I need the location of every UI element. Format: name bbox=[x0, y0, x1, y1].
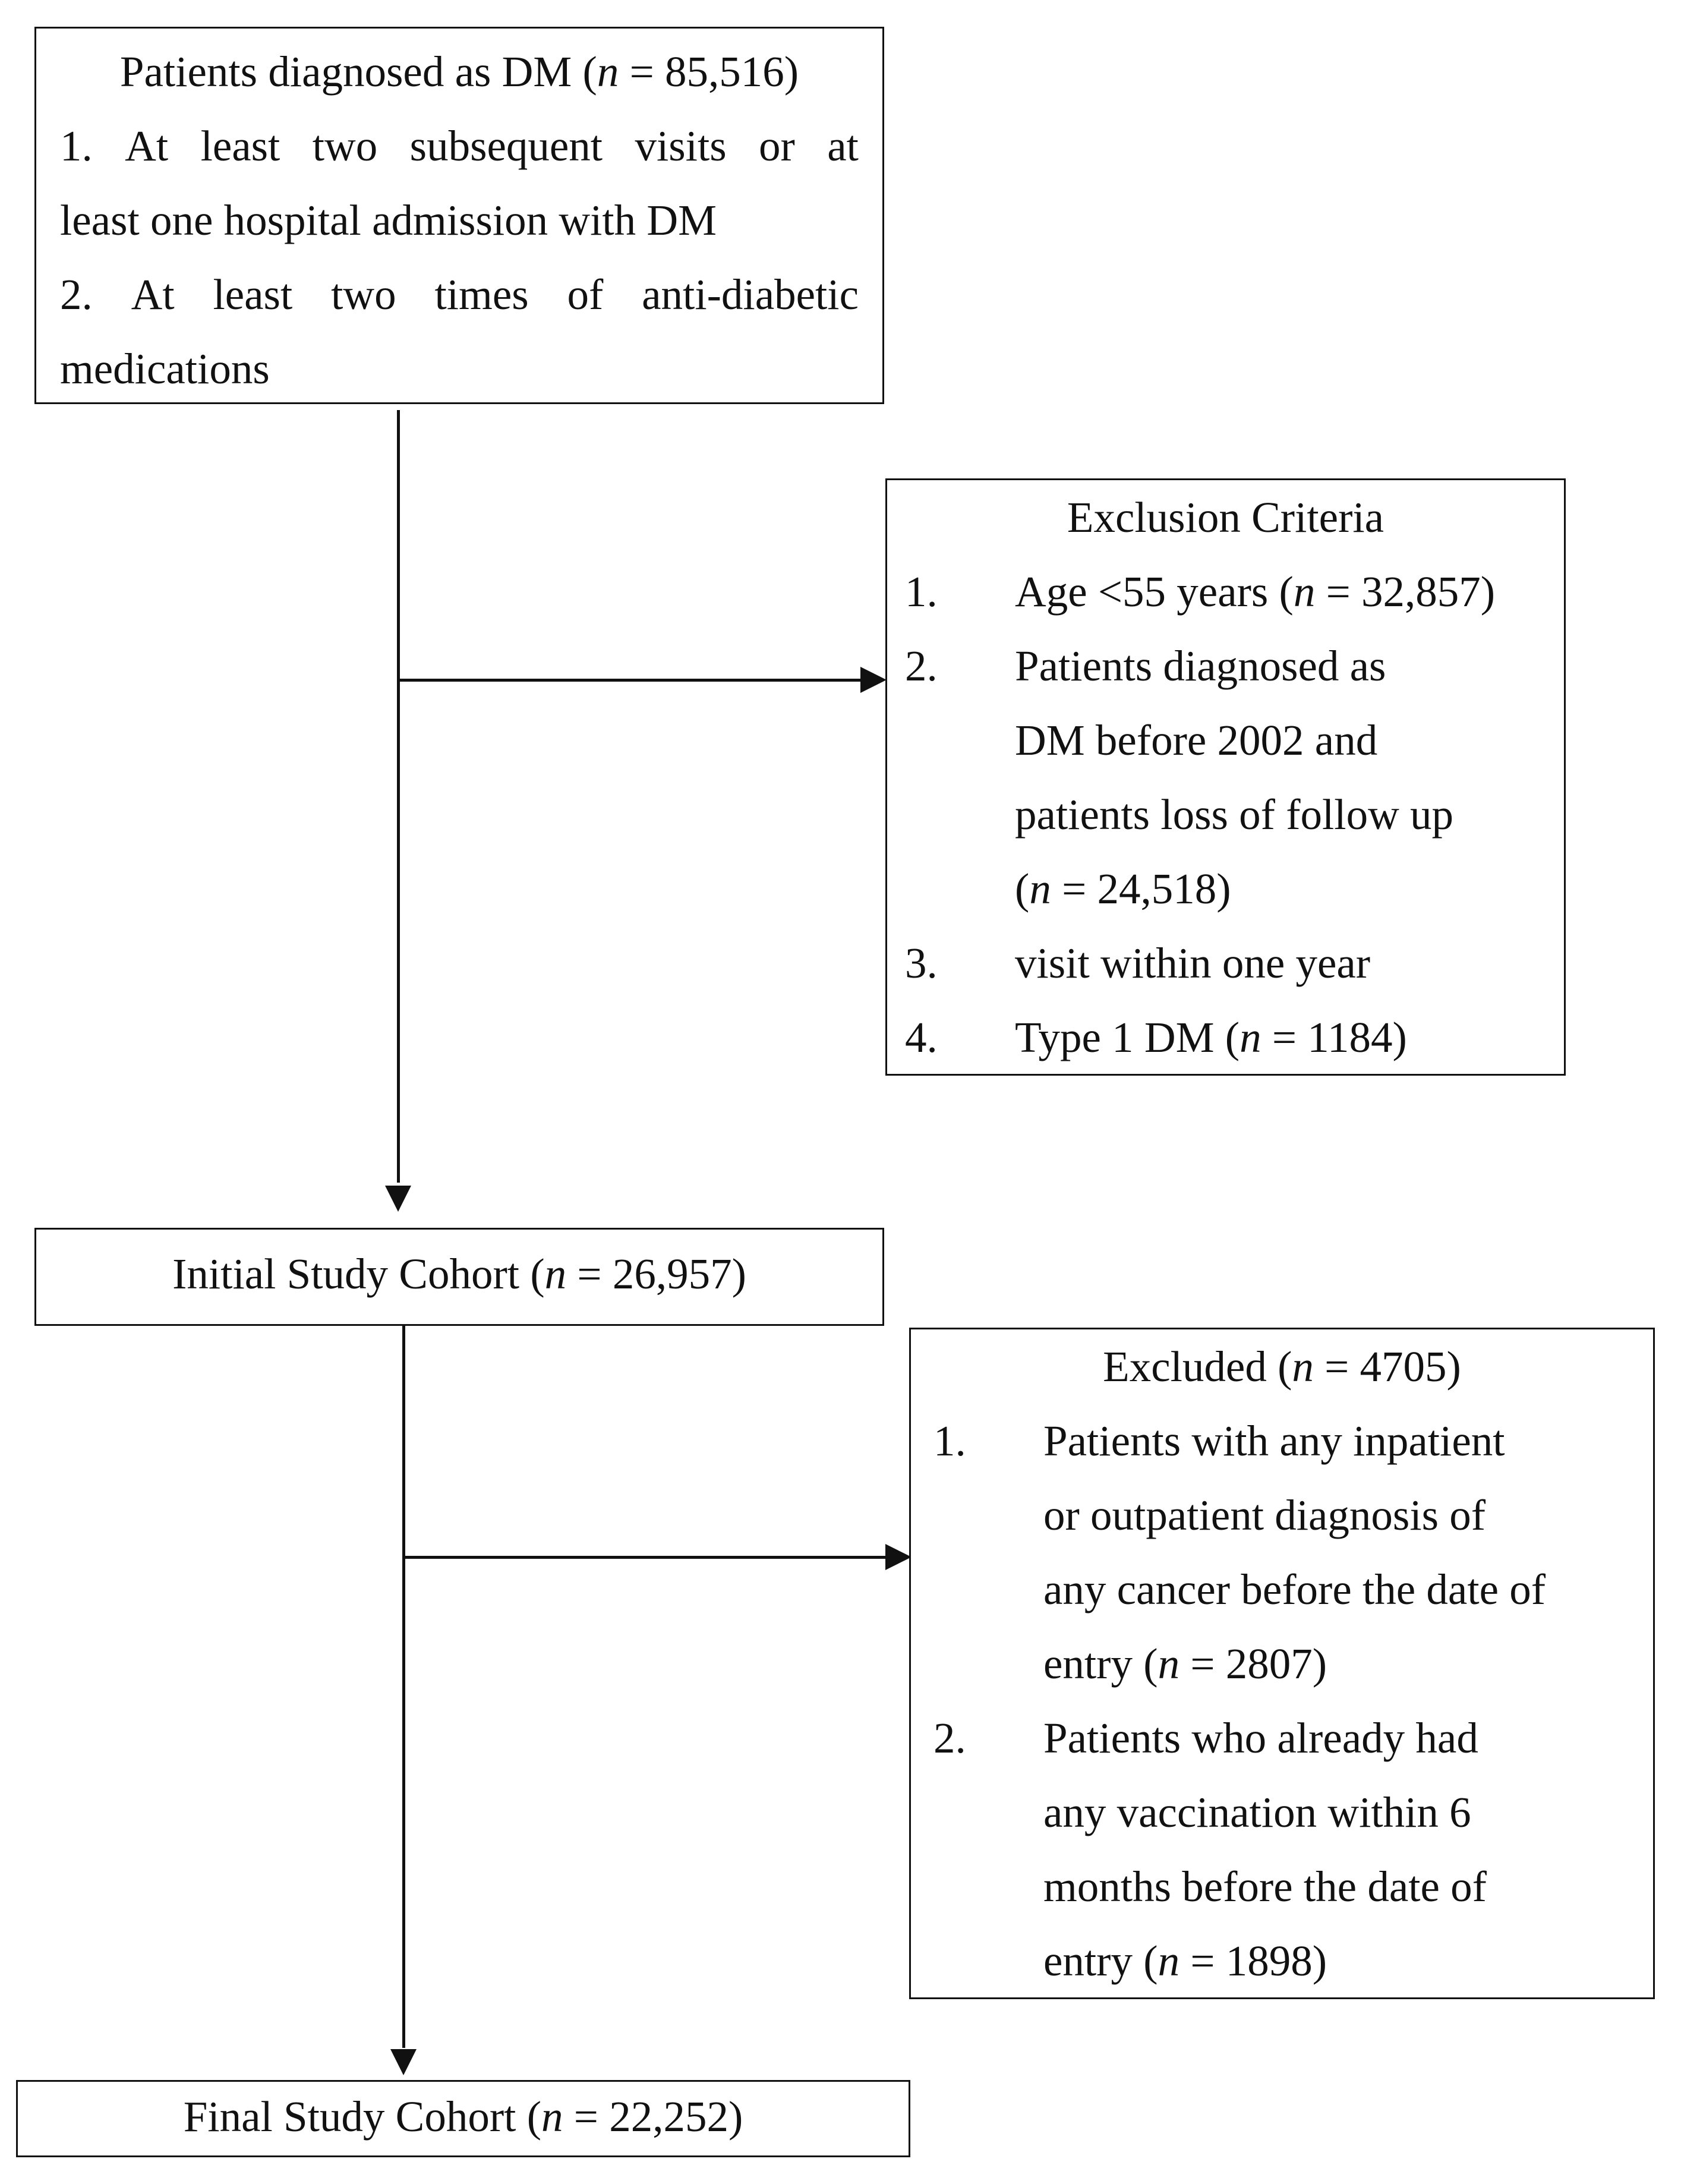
exclusion-criteria-item-number: 4. bbox=[905, 1013, 938, 1061]
title-n: n bbox=[597, 48, 619, 96]
criterion-2-word: times bbox=[434, 270, 529, 319]
initial-study-cohort-label: Initial Study Cohort (n = 26,957) bbox=[172, 1250, 746, 1298]
excluded-item-text: any vaccination within 6 bbox=[1043, 1788, 1471, 1836]
exclusion-criteria-item-text: visit within one year bbox=[1015, 939, 1371, 987]
criterion-1-word: visits bbox=[635, 122, 727, 170]
excluded-item-number: 2. bbox=[933, 1714, 966, 1762]
criterion-2-word: anti-diabetic bbox=[642, 270, 859, 319]
exclusion-criteria-list bbox=[905, 554, 1546, 1074]
connector-to-exclusion bbox=[398, 679, 873, 682]
criterion-1-line-1 bbox=[60, 109, 859, 183]
exclusion-criteria-item-text: DM before 2002 and bbox=[1015, 716, 1378, 764]
exclusion-criteria-item bbox=[905, 554, 1546, 629]
connector-top-vertical bbox=[397, 410, 400, 1183]
excluded-box bbox=[909, 1328, 1655, 1999]
excluded-item-text: or outpatient diagnosis of bbox=[1043, 1491, 1486, 1539]
exclusion-criteria-item-text: Type 1 DM (n = 1184) bbox=[1015, 1013, 1407, 1061]
criterion-1-word: At bbox=[125, 122, 169, 170]
criterion-2-word: 2. bbox=[60, 270, 93, 319]
excluded-heading: Excluded (n = 4705) bbox=[1103, 1342, 1461, 1391]
excluded-item bbox=[933, 1404, 1630, 1701]
exclusion-criteria-item bbox=[905, 926, 1546, 1000]
diagnosed-patients-box bbox=[34, 27, 884, 404]
exclusion-criteria-item-number: 1. bbox=[905, 568, 938, 616]
final-study-cohort-box bbox=[16, 2080, 910, 2157]
criterion-1-word: least bbox=[200, 122, 280, 170]
excluded-list bbox=[933, 1404, 1630, 1998]
excluded-item-number: 1. bbox=[933, 1417, 966, 1465]
excluded-item-text: months before the date of bbox=[1043, 1862, 1487, 1911]
excluded-item-text: any cancer before the date of bbox=[1043, 1565, 1546, 1613]
exclusion-criteria-item-text: (n = 24,518) bbox=[1015, 865, 1231, 913]
exclusion-criteria-heading: Exclusion Criteria bbox=[1067, 493, 1384, 541]
arrow-to-excluded bbox=[885, 1544, 912, 1570]
arrow-to-exclusion-criteria bbox=[860, 667, 887, 693]
excluded-item-text: entry (n = 1898) bbox=[1043, 1937, 1327, 1985]
criterion-1-line-2: least one hospital admission with DM bbox=[60, 196, 717, 244]
exclusion-criteria-item-text: Age <55 years (n = 32,857) bbox=[1015, 568, 1496, 616]
diagnosed-patients-title bbox=[60, 34, 859, 109]
criterion-2-word: of bbox=[567, 270, 604, 319]
criterion-1-word: at bbox=[827, 122, 859, 170]
exclusion-criteria-item-text: Patients diagnosed as bbox=[1015, 642, 1386, 690]
connector-bottom-vertical bbox=[402, 1323, 405, 2048]
final-study-cohort-label: Final Study Cohort (n = 22,252) bbox=[183, 2092, 743, 2141]
arrow-to-initial-cohort bbox=[385, 1186, 411, 1212]
excluded-item bbox=[933, 1701, 1630, 1998]
criterion-1-word: subsequent bbox=[409, 122, 603, 170]
criterion-1-word: 1. bbox=[60, 122, 93, 170]
criterion-2-line-1 bbox=[60, 257, 859, 332]
criterion-2-word: least bbox=[213, 270, 293, 319]
exclusion-criteria-item bbox=[905, 1000, 1546, 1074]
excluded-item-text: Patients who already had bbox=[1043, 1714, 1478, 1762]
exclusion-criteria-item bbox=[905, 629, 1546, 926]
excluded-item-text: Patients with any inpatient bbox=[1043, 1417, 1505, 1465]
criterion-1-word: or bbox=[759, 122, 795, 170]
exclusion-criteria-item-number: 2. bbox=[905, 642, 938, 690]
criterion-2-word: At bbox=[131, 270, 175, 319]
connector-to-excluded bbox=[403, 1556, 899, 1559]
excluded-item-text: entry (n = 2807) bbox=[1043, 1640, 1327, 1688]
criterion-2-word: two bbox=[331, 270, 396, 319]
title-value: = 85,516) bbox=[619, 48, 799, 96]
title-prefix: Patients diagnosed as DM ( bbox=[119, 48, 597, 96]
exclusion-criteria-item-number: 3. bbox=[905, 939, 938, 987]
initial-study-cohort-box bbox=[34, 1228, 884, 1326]
arrow-to-final-cohort bbox=[390, 2049, 417, 2075]
criterion-1-word: two bbox=[312, 122, 378, 170]
criterion-2-line-2: medications bbox=[60, 345, 270, 393]
exclusion-criteria-item-text: patients loss of follow up bbox=[1015, 790, 1454, 839]
exclusion-criteria-box bbox=[885, 478, 1566, 1076]
